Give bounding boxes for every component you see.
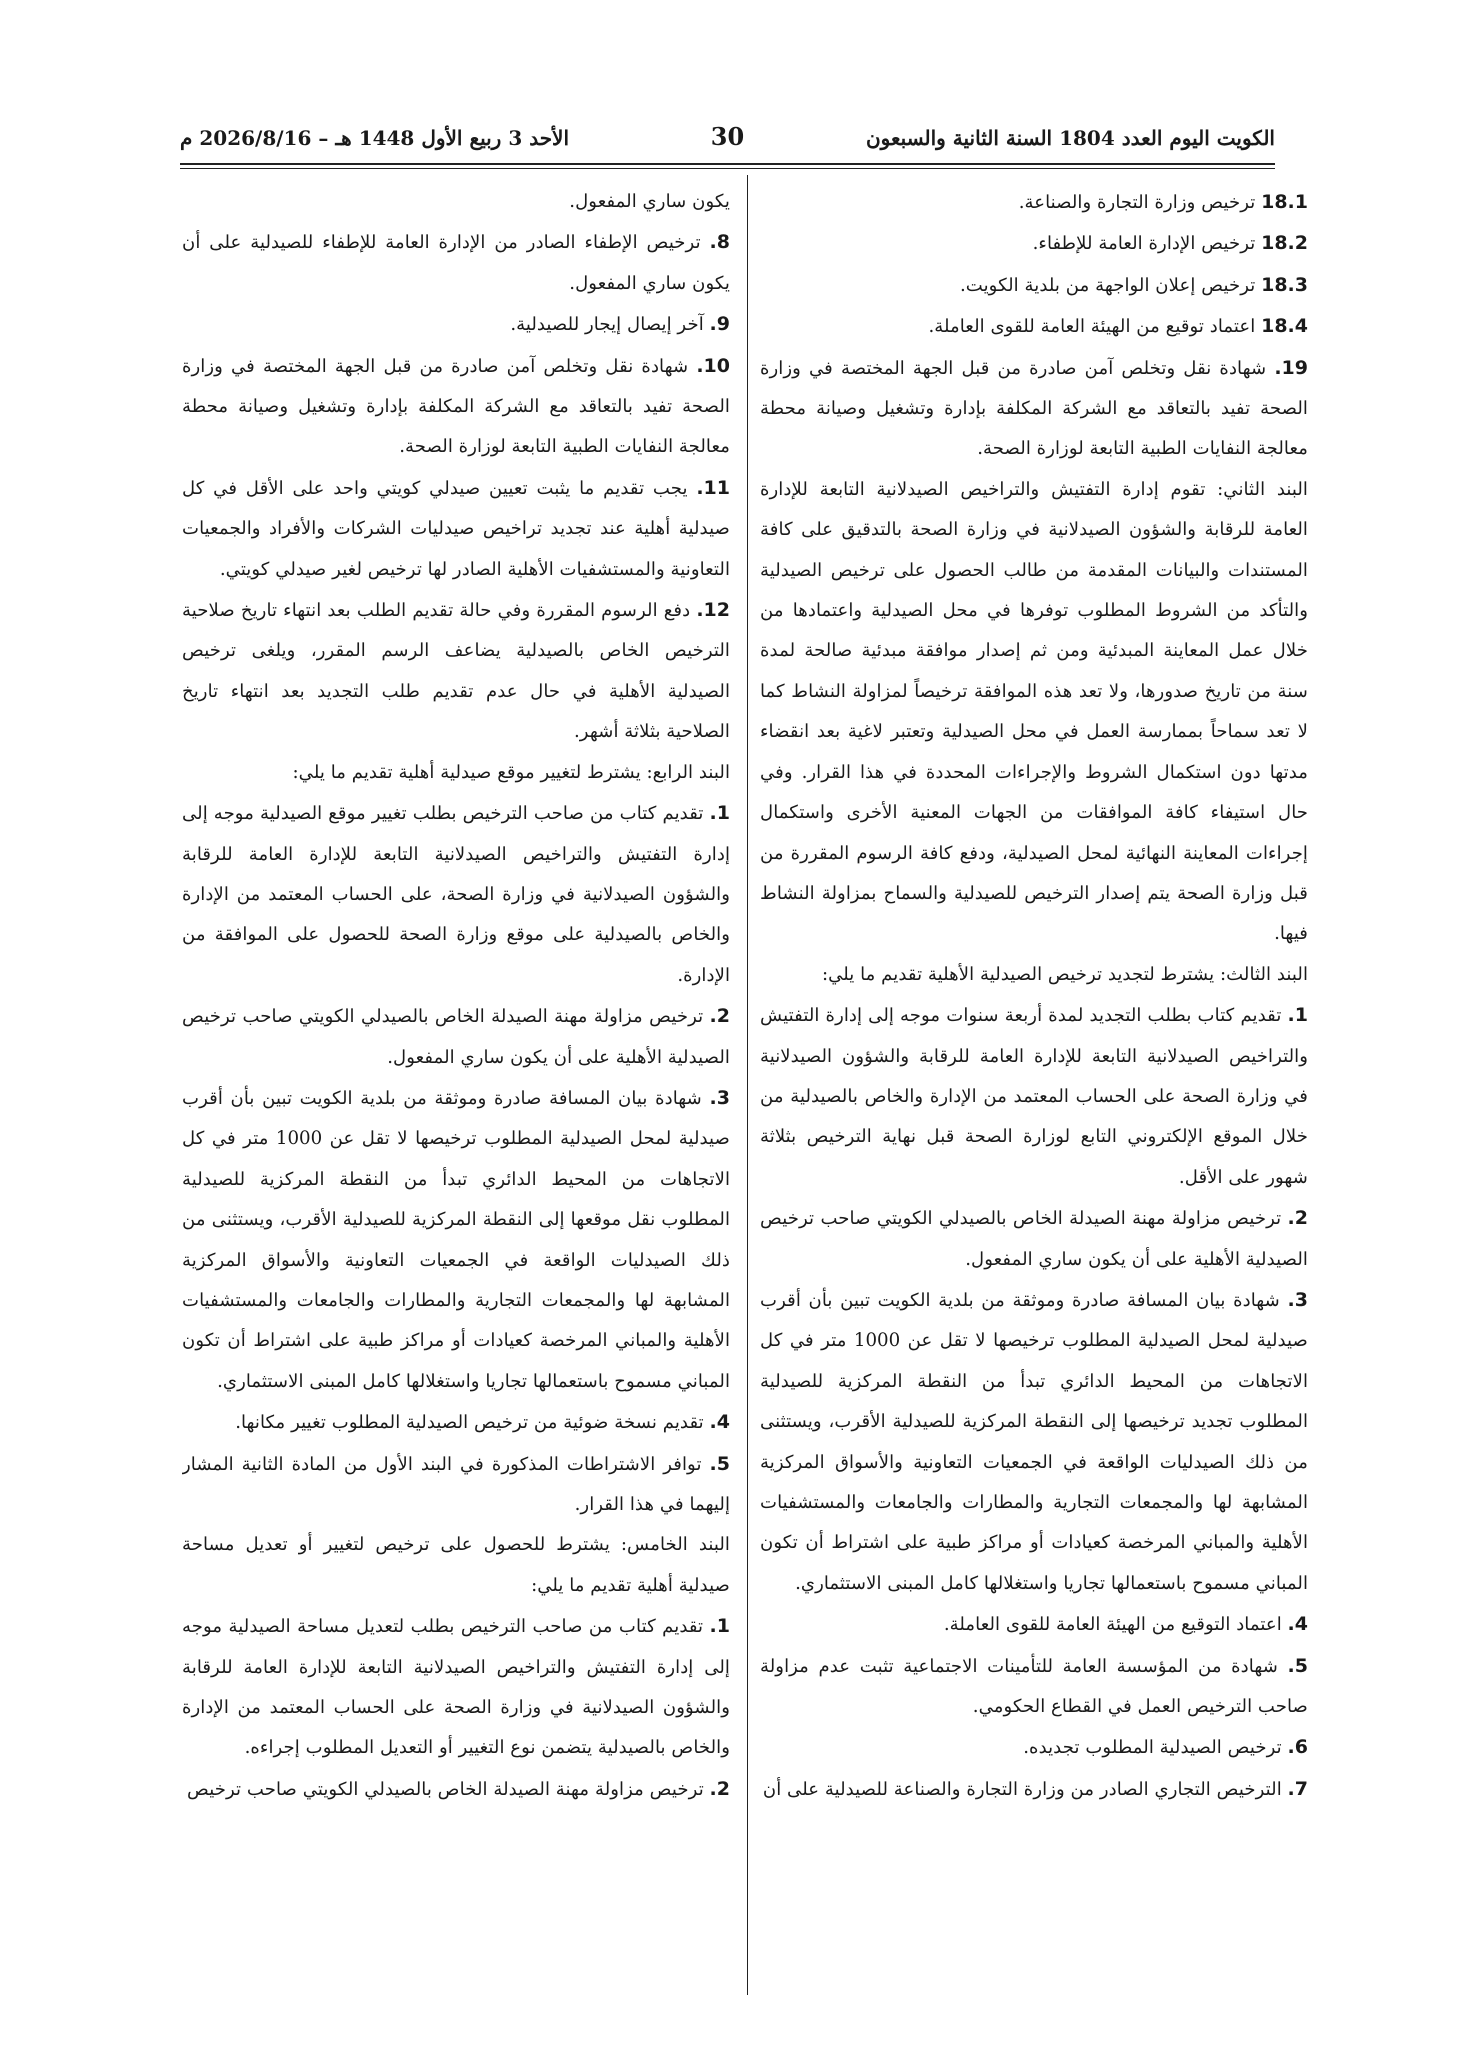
paragraph-text: يكون ساري المفعول. — [569, 191, 730, 212]
paragraph — [182, 222, 730, 304]
column-divider — [747, 175, 748, 1995]
paragraph — [760, 223, 1308, 264]
item-number: 2. — [1287, 1207, 1308, 1230]
item-number: 1. — [1287, 1004, 1308, 1027]
right-column — [760, 182, 1308, 1982]
paragraph-text: تقديم كتاب من صاحب الترخيص بطلب تغيير موقع الصيدلية موجه إلى إدارة التفتيش والتراخيص الصيدلانية التابعة للإدارة العامة للرقابة والشؤون الصيدلانية في وزارة الصحة، على الحساب المعتمد من الإدارة والخاص بالصيدلية على موقع وزارة الصحة للحصول على الموافقة من الإدارة. — [182, 803, 730, 986]
paragraph-text: ترخيص مزاولة مهنة الصيدلة الخاص بالصيدلي الكويتي صاحب ترخيص — [186, 1778, 704, 1800]
item-number: 4. — [709, 1411, 730, 1434]
paragraph — [760, 1280, 1308, 1604]
paragraph-text: شهادة من المؤسسة العامة للتأمينات الاجتماعية تثبت عدم مزاولة صاحب الترخيص العمل في القطاع الحكومي. — [760, 1655, 1308, 1718]
paragraph-text: دفع الرسوم المقررة وفي حالة تقديم الطلب بعد انتهاء تاريخ صلاحية الترخيص الخاص بالصيدلية يضاعف الرسم المقرر، ويلغى ترخيص الصيدلية الأهلية في حال عدم تقديم طلب التجديد بعد انتهاء تاريخ الصلاحية بثلاثة أشهر. — [182, 600, 730, 743]
paragraph-text: آخر إيصال إيجار للصيدلية. — [510, 314, 704, 336]
paragraph — [760, 1604, 1308, 1645]
item-number: 1. — [709, 802, 730, 825]
item-number: 9. — [709, 313, 730, 336]
item-number: 8. — [709, 231, 730, 254]
page-number: 30 — [710, 122, 745, 151]
paragraph-text: شهادة بيان المسافة صادرة وموثقة من بلدية الكويت تبين بأن أقرب صيدلية لمحل الصيدلية المطلوب ترخيصها لا تقل عن 1000 متر في كل الاتجاهات من المحيط الدائري تبدأ من النقطة المركزية للصيدلية المطلوب تجديد ترخيصها إلى النقطة المركزية للصيدلية الأقرب، ويستثنى من ذلك الصيدليات الواقعة في الجمعيات التعاونية والأسواق المركزية المشابهة لها والمجمعات التجارية والمطارات والجامعات والمستشفيات الأهلية والمباني المرخصة كعيادات أو مراكز طبية على اشتراط أن تكون المباني مسموح باستعمالها تجاريا واستغلالها كامل المبنى الاستثماري. — [760, 1289, 1308, 1594]
item-number: 12. — [696, 599, 730, 622]
paragraph-text: اعتماد توقيع من الهيئة العامة للقوى العاملة. — [928, 316, 1256, 338]
issue-date: الأحد 3 ربيع الأول 1448 هـ – 2026/8/16 م — [180, 126, 570, 150]
paragraph — [182, 590, 730, 753]
paragraph-text: يجب تقديم ما يثبت تعيين صيدلي كويتي واحد على الأقل في كل صيدلية أهلية عند تجديد تراخيص صيدليات الشركات والأفراد والجمعيات التعاونية والمستشفيات الأهلية الصادر لها ترخيص لغير صيدلي كويتي. — [182, 477, 730, 580]
item-number: 3. — [1287, 1288, 1308, 1311]
page-header — [180, 118, 1275, 158]
paragraph-text: اعتماد التوقيع من الهيئة العامة للقوى العاملة. — [943, 1614, 1282, 1636]
paragraph-text: ترخيص مزاولة مهنة الصيدلة الخاص بالصيدلي الكويتي صاحب ترخيص الصيدلية الأهلية على أن يكون ساري المفعول. — [760, 1208, 1308, 1270]
paragraph — [182, 182, 730, 222]
item-number: 5. — [1287, 1654, 1308, 1677]
paragraph — [760, 182, 1308, 223]
paragraph-text: البند الثاني: تقوم إدارة التفتيش والتراخيص الصيدلانية التابعة للإدارة العامة للرقابة والشؤون الصيدلانية في وزارة الصحة بالتدقيق على كافة المستندات والبيانات المقدمة من طالب الحصول على ترخيص الصيدلية والتأكد من الشروط المطلوب توفرها في محل الصيدلية واعتمادها من خلال عمل المعاينة المبدئية ومن ثم إصدار موافقة مبدئية صالحة لمدة سنة من تاريخ صدورها، ولا تعد هذه الموافقة ترخيصاً لمزاولة النشاط كما لا تعد سماحاً بممارسة العمل في محل الصيدلية وتعتبر لاغية بعد انقضاء مدتها دون استكمال الشروط والإجراءات المحددة في هذا القرار. وفي حال استيفاء كافة الموافقات من الجهات المعنية الأخرى واستكمال إجراءات المعاينة النهائية لمحل الصيدلية، ودفع كافة الرسوم المقررة من قبل وزارة الصحة يتم إصدار الترخيص للصيدلية والسماح بمزاولة النشاط فيها. — [760, 478, 1308, 945]
item-number: 18.2 — [1261, 232, 1308, 255]
paragraph-text: البند الثالث: يشترط لتجديد ترخيص الصيدلية الأهلية تقديم ما يلي: — [821, 963, 1308, 985]
paragraph — [182, 996, 730, 1078]
paragraph-text: ترخيص الصيدلية المطلوب تجديده. — [1023, 1737, 1282, 1759]
item-number: 10. — [696, 354, 730, 377]
paragraph — [182, 304, 730, 345]
item-number: 18.3 — [1261, 273, 1308, 296]
paragraph — [182, 753, 730, 793]
item-number: 18.4 — [1261, 315, 1308, 338]
header-rule — [180, 163, 1275, 165]
paragraph-text: تقديم نسخة ضوئية من ترخيص الصيدلية المطلوب تغيير مكانها. — [235, 1412, 704, 1434]
paragraph — [182, 1525, 730, 1606]
paragraph — [760, 1198, 1308, 1280]
left-column — [182, 182, 730, 1982]
header-rule-thin — [180, 168, 1275, 169]
paragraph — [182, 1078, 730, 1402]
paragraph — [182, 1606, 730, 1769]
paragraph-text: البند الخامس: يشترط للحصول على ترخيص لتغيير أو تعديل مساحة صيدلية أهلية تقديم ما يلي: — [182, 1534, 730, 1596]
paragraph-text: ترخيص مزاولة مهنة الصيدلة الخاص بالصيدلي الكويتي صاحب ترخيص الصيدلية الأهلية على أن يكون ساري المفعول. — [182, 1006, 730, 1068]
paragraph — [760, 348, 1308, 470]
paragraph-text: ترخيص وزارة التجارة والصناعة. — [1018, 192, 1256, 213]
paragraph-text: تقديم كتاب من صاحب الترخيص بطلب لتعديل مساحة الصيدلية موجه إلى إدارة التفتيش والتراخيص الصيدلانية التابعة للإدارة العامة للرقابة والشؤون الصيدلانية في وزارة الصحة على الحساب المعتمد من الإدارة والخاص بالصيدلية يتضمن نوع التغيير أو التعديل المطلوب إجراءه. — [182, 1616, 730, 1759]
item-number: 11. — [696, 476, 730, 499]
paragraph — [760, 1727, 1308, 1768]
paragraph — [760, 1769, 1308, 1810]
item-number: 2. — [709, 1777, 730, 1800]
paragraph — [182, 1769, 730, 1810]
item-number: 4. — [1287, 1613, 1308, 1636]
paragraph — [182, 468, 730, 590]
paragraph — [760, 955, 1308, 995]
paragraph — [182, 793, 730, 996]
paragraph — [182, 346, 730, 468]
item-number: 6. — [1287, 1736, 1308, 1759]
paragraph-text: ترخيص الإطفاء الصادر من الإدارة العامة للإطفاء للصيدلية على أن يكون ساري المفعول. — [182, 232, 730, 294]
paragraph-text: شهادة نقل وتخلص آمن صادرة من قبل الجهة المختصة في وزارة الصحة تفيد بالتعاقد مع الشركة المكلفة بإدارة وتشغيل وصيانة محطة معالجة النفايات الطبية التابعة لوزارة الصحة. — [760, 357, 1308, 460]
paragraph-text: البند الرابع: يشترط لتغيير موقع صيدلية أهلية تقديم ما يلي: — [292, 761, 730, 783]
item-number: 7. — [1287, 1777, 1308, 1800]
paragraph — [760, 306, 1308, 347]
paragraph-text: توافر الاشتراطات المذكورة في البند الأول من المادة الثانية المشار إليهما في هذا القرار. — [182, 1453, 730, 1515]
paragraph — [760, 1646, 1308, 1728]
paragraph — [760, 470, 1308, 955]
paragraph-text: ترخيص إعلان الواجهة من بلدية الكويت. — [959, 274, 1256, 296]
paragraph — [760, 995, 1308, 1198]
paragraph — [182, 1444, 730, 1526]
paragraph — [182, 1402, 730, 1443]
item-number: 1. — [709, 1615, 730, 1638]
paragraph-text: الترخيص التجاري الصادر من وزارة التجارة والصناعة للصيدلية على أن — [762, 1778, 1282, 1800]
paragraph — [760, 265, 1308, 306]
issue-info: الكويت اليوم العدد 1804 السنة الثانية والسبعون — [865, 126, 1275, 150]
paragraph-text: ترخيص الإدارة العامة للإطفاء. — [1032, 233, 1256, 255]
item-number: 2. — [709, 1005, 730, 1028]
paragraph-text: تقديم كتاب بطلب التجديد لمدة أربعة سنوات موجه إلى إدارة التفتيش والتراخيص الصيدلانية التابعة للإدارة العامة للرقابة والشؤون الصيدلانية في وزارة الصحة على الحساب المعتمد من الإدارة والخاص بالصيدلية من خلال الموقع الإلكتروني التابع لوزارة الصحة قبل نهاية الترخيص بثلاثة شهور على الأقل. — [760, 1005, 1308, 1188]
item-number: 3. — [709, 1086, 730, 1109]
item-number: 5. — [709, 1452, 730, 1475]
item-number: 18.1 — [1261, 191, 1308, 213]
paragraph-text: شهادة نقل وتخلص آمن صادرة من قبل الجهة المختصة في وزارة الصحة تفيد بالتعاقد مع الشركة المكلفة بإدارة وتشغيل وصيانة محطة معالجة النفايات الطبية التابعة لوزارة الصحة. — [182, 355, 730, 458]
item-number: 19. — [1274, 356, 1308, 379]
paragraph-text: شهادة بيان المسافة صادرة وموثقة من بلدية الكويت تبين بأن أقرب صيدلية لمحل الصيدلية المطلوب ترخيصها لا تقل عن 1000 متر في كل الاتجاهات من المحيط الدائري تبدأ من النقطة المركزية للصيدلية المطلوب نقل موقعها إلى النقطة المركزية للصيدلية الأقرب، ويستثنى من ذلك الصيدليات الواقعة في الجمعيات التعاونية والأسواق المركزية المشابهة لها والمجمعات التجارية والمطارات والجامعات والمستشفيات الأهلية والمباني المرخصة كعيادات أو مراكز طبية على اشتراط أن تكون المباني مسموح باستعمالها تجاريا واستغلالها كامل المبنى الاستثماري. — [182, 1087, 730, 1392]
